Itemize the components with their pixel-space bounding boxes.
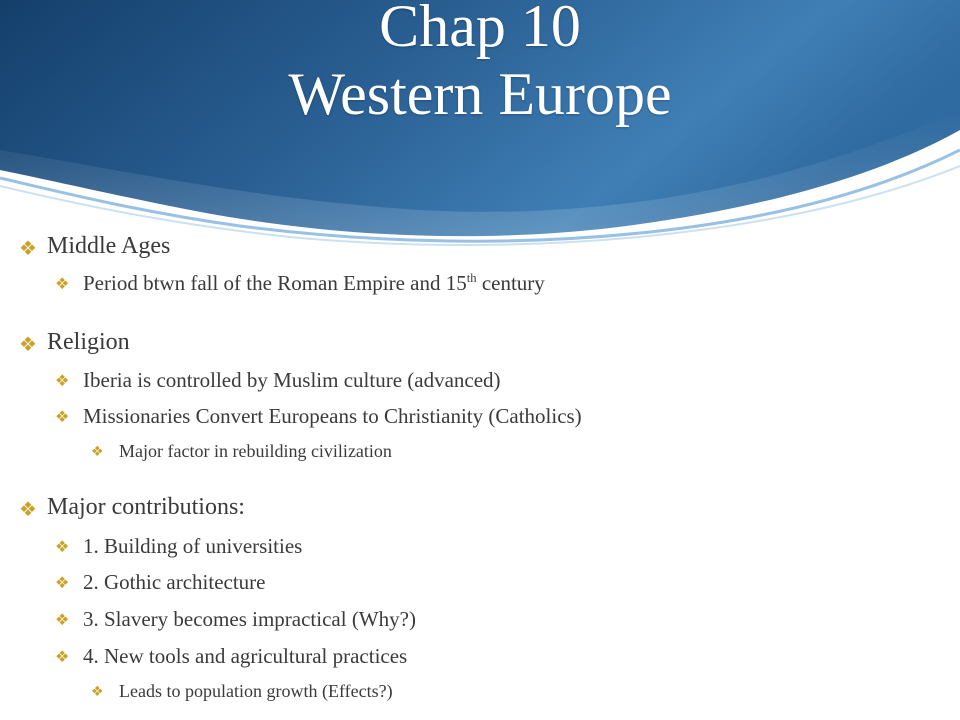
bullet-text: Middle Ages xyxy=(47,233,171,259)
title-line-1: Chap 10 xyxy=(379,0,581,59)
bullet-text: 2. Gothic architecture xyxy=(83,570,266,594)
bullet-rebuilding-civilization xyxy=(91,441,392,462)
bullet-religion xyxy=(19,329,130,356)
bullet-text: 3. Slavery becomes impractical (Why?) xyxy=(83,607,416,631)
bullet-iberia xyxy=(55,368,501,393)
bullet-text: 1. Building of universities xyxy=(83,534,303,558)
bullet-text-suffix: century xyxy=(476,271,545,295)
bullet-icon: ❖ xyxy=(55,610,70,629)
bullet-icon: ❖ xyxy=(19,332,37,356)
bullet-new-tools xyxy=(55,644,408,669)
bullet-text: Leads to population growth (Effects?) xyxy=(119,681,393,701)
bullet-gothic-architecture xyxy=(55,570,266,595)
bullet-missionaries xyxy=(55,404,582,429)
bullet-icon: ❖ xyxy=(55,647,70,666)
bullet-text: Missionaries Convert Europeans to Christianity (Catholics) xyxy=(83,404,582,428)
bullet-slavery xyxy=(55,607,416,632)
bullet-text-superscript: th xyxy=(466,271,477,285)
bullet-text: 4. New tools and agricultural practices xyxy=(83,644,408,668)
bullet-icon: ❖ xyxy=(19,497,37,521)
bullet-population-growth xyxy=(91,681,393,702)
bullet-major-contributions xyxy=(19,494,245,521)
bullet-text: Major contributions: xyxy=(47,494,245,520)
bullet-text: Major factor in rebuilding civilization xyxy=(119,441,392,461)
bullet-icon: ❖ xyxy=(55,407,70,426)
bullet-icon: ❖ xyxy=(55,573,70,592)
bullet-icon: ❖ xyxy=(55,371,70,390)
bullet-text: Period btwn fall of the Roman Empire and 15 xyxy=(83,271,467,295)
bullet-icon: ❖ xyxy=(91,684,104,700)
bullet-middle-ages xyxy=(19,233,171,260)
title-line-2: Western Europe xyxy=(288,61,672,127)
bullet-text: Religion xyxy=(47,329,130,355)
bullet-icon: ❖ xyxy=(19,236,37,260)
bullet-universities xyxy=(55,534,303,559)
bullet-period-definition xyxy=(55,271,545,296)
bullet-text: Iberia is controlled by Muslim culture (advanced) xyxy=(83,368,501,392)
bullet-icon: ❖ xyxy=(55,537,70,556)
bullet-icon: ❖ xyxy=(91,444,104,460)
bullet-icon: ❖ xyxy=(55,274,70,293)
